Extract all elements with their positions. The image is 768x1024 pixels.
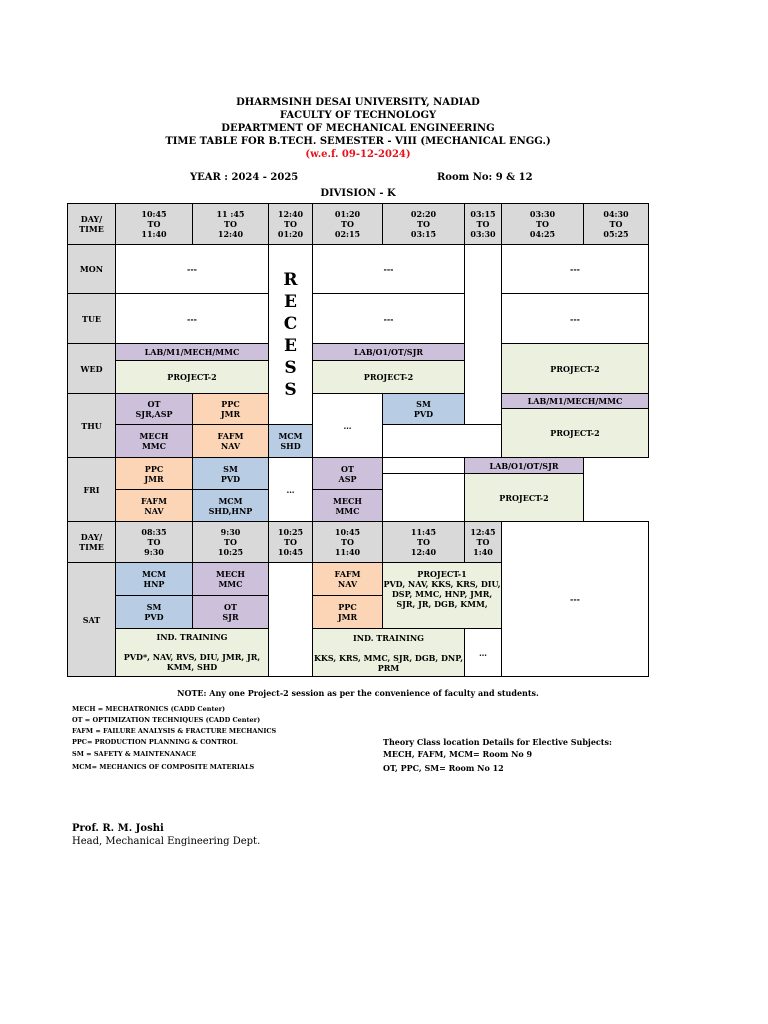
day-label: THU [68, 394, 116, 458]
signatory-role: Head, Mechanical Engineering Dept. [72, 836, 261, 847]
row-thu [68, 394, 649, 409]
class-ppc: PPC JMR [193, 394, 269, 425]
lab-session: LAB/O1/OT/SJR [313, 344, 465, 361]
time-slot: 03:30 TO 04:25 [502, 204, 584, 245]
class-ot: OT SJR,ASP [116, 394, 193, 425]
empty-slot: --- [313, 245, 465, 294]
empty-slot: --- [116, 245, 269, 294]
lab-session: LAB/O1/OT/SJR [465, 458, 584, 474]
day-time-header: DAY/ TIME [68, 522, 116, 563]
empty-slot: … [269, 458, 313, 522]
time-header-row [68, 204, 649, 245]
document-title: TIME TABLE FOR B.TECH. SEMESTER - VIII (MECHANICAL ENGG.) [165, 136, 551, 147]
sat-time-header-row [68, 522, 649, 563]
abbreviation: PPC= PRODUCTION PLANNING & CONTROL [72, 738, 238, 746]
project-session: PROJECT-2 [502, 409, 649, 458]
day-label: MON [68, 245, 116, 294]
signature-block [72, 822, 260, 848]
timetable [67, 203, 649, 677]
class-fafm: FAFM NAV [193, 425, 269, 458]
abbreviation: MCM= MECHANICS OF COMPOSITE MATERIALS [72, 763, 255, 771]
time-slot: 10:45 TO 11:40 [313, 522, 383, 563]
class-ot: OT ASP [313, 458, 383, 490]
time-slot: 08:35 TO 9:30 [116, 522, 193, 563]
time-slot: 01:20 TO 02:15 [313, 204, 383, 245]
time-slot: 11:45 TO 12:40 [383, 522, 465, 563]
row-wed [68, 344, 649, 361]
day-time-header: DAY/ TIME [68, 204, 116, 245]
day-label: TUE [68, 294, 116, 344]
time-slot: 12:40 TO 01:20 [269, 204, 313, 245]
theory-title: Theory Class location Details for Elective Subjects: [383, 737, 612, 747]
time-slot: 12:45 TO 1:40 [465, 522, 502, 563]
class-fafm: FAFM NAV [116, 490, 193, 522]
project-session: PROJECT-2 [465, 474, 584, 522]
row-fri [68, 458, 649, 474]
abbreviation: MECH = MECHATRONICS (CADD Center) [72, 705, 226, 713]
abbreviation: SM = SAFETY & MAINTENANACE [72, 750, 197, 758]
empty-slot: … [313, 394, 383, 458]
time-slot: 10:25 TO 10:45 [269, 522, 313, 563]
theory-location [383, 736, 612, 774]
industrial-training: IND. TRAINING KKS, KRS, MMC, SJR, DGB, DNP, PRM [313, 629, 465, 677]
day-label: SAT [68, 563, 116, 677]
abbreviation: OT = OPTIMIZATION TECHNIQUES (CADD Center) [72, 716, 261, 724]
class-fafm: FAFM NAV [313, 563, 383, 596]
faculty-name: FACULTY OF TECHNOLOGY [279, 110, 437, 121]
class-ppc: PPC JMR [313, 596, 383, 629]
row-tue [68, 294, 649, 344]
empty-slot: --- [116, 294, 269, 344]
class-mech: MECH MMC [193, 563, 269, 596]
project-session: PROJECT-2 [313, 361, 465, 394]
class-ot: OT SJR [193, 596, 269, 629]
class-sm: SM PVD [383, 394, 465, 425]
recess-cell [269, 563, 313, 677]
division: DIVISION - K [320, 188, 396, 199]
theory-line: MECH, FAFM, MCM= Room No 9 [383, 749, 533, 759]
abbreviation: FAFM = FAILURE ANALYSIS & FRACTURE MECHANICS [72, 727, 277, 735]
class-sm: SM PVD [116, 596, 193, 629]
lab-session: LAB/M1/MECH/MMC [116, 344, 269, 361]
department-name: DEPARTMENT OF MECHANICAL ENGINEERING [221, 123, 495, 134]
time-slot: 03:15 TO 03:30 [465, 204, 502, 245]
project1-session: PROJECT-1 PVD, NAV, KKS, KRS, DIU, DSP, MMC, HNP, JMR, SJR, JR, DGB, KMM, [383, 563, 502, 629]
break-column [465, 245, 502, 425]
class-sm: SM PVD [193, 458, 269, 490]
room-number: Room No: 9 & 12 [437, 172, 533, 183]
class-mech: MECH MMC [116, 425, 193, 458]
class-mcm: MCM SHD [269, 425, 313, 458]
empty-slot: --- [502, 294, 649, 344]
academic-year: YEAR : 2024 - 2025 [190, 172, 299, 183]
break-cell [383, 474, 465, 522]
break-cell [383, 458, 465, 474]
project-note: NOTE: Any one Project-2 session as per the convenience of faculty and students. [177, 688, 539, 698]
time-slot: 02:20 TO 03:15 [383, 204, 465, 245]
day-label: FRI [68, 458, 116, 522]
project-session: PROJECT-2 [116, 361, 269, 394]
recess-column: R E C E S S [269, 245, 313, 425]
empty-slot: --- [313, 294, 465, 344]
empty-slot: … [465, 629, 502, 677]
project-session: PROJECT-2 [502, 344, 649, 394]
class-mech: MECH MMC [313, 490, 383, 522]
lab-session: LAB/M1/MECH/MMC [502, 394, 649, 409]
time-slot: 10:45 TO 11:40 [116, 204, 193, 245]
time-slot: 11 :45 TO 12:40 [193, 204, 269, 245]
wef-date: (w.e.f. 09-12-2024) [305, 149, 411, 160]
day-label: WED [68, 344, 116, 394]
class-mcm: MCM HNP [116, 563, 193, 596]
time-slot: 04:30 TO 05:25 [584, 204, 649, 245]
empty-slot: --- [502, 522, 649, 677]
time-slot: 9:30 TO 10:25 [193, 522, 269, 563]
class-mcm: MCM SHD,HNP [193, 490, 269, 522]
theory-line: OT, PPC, SM= Room No 12 [383, 763, 504, 773]
empty-slot: --- [502, 245, 649, 294]
row-mon [68, 245, 649, 294]
industrial-training: IND. TRAINING PVD*, NAV, RVS, DIU, JMR, JR, KMM, SHD [116, 629, 269, 677]
university-name: DHARMSINH DESAI UNIVERSITY, NADIAD [236, 97, 480, 108]
class-ppc: PPC JMR [116, 458, 193, 490]
signatory-name: Prof. R. M. Joshi [72, 823, 164, 834]
